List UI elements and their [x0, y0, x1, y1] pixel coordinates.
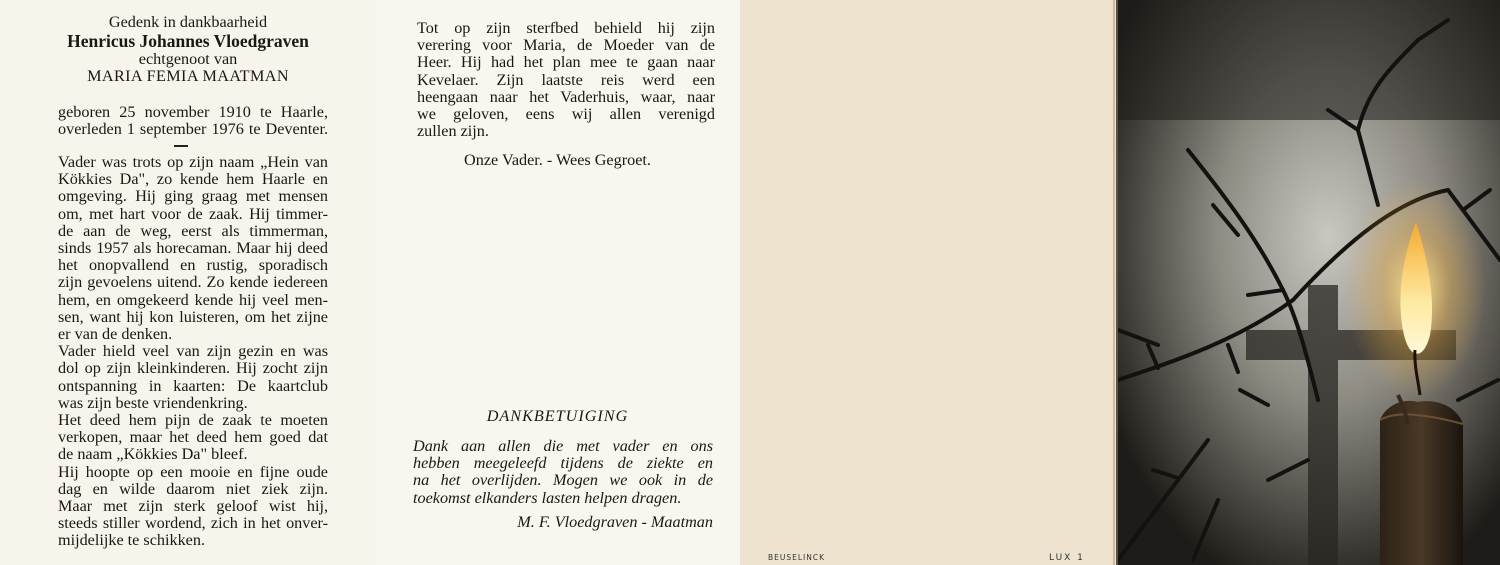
bio-line: Kökkies Da", zo kende hem Haarle en	[58, 170, 328, 189]
faith-line: Kevelaer. Zijn laatste reis werd een	[417, 70, 715, 89]
bio-line: dol op zijn kleinkinderen. Hij zocht zijn	[58, 359, 328, 378]
faith-line: we geloven, eens wij allen verenigd	[417, 105, 715, 124]
bio-line: Maar met zijn sterk geloof wist hij,	[58, 497, 328, 516]
bio-line: steeds stiller wordend, zich in het onver-	[58, 514, 328, 533]
thanks-line: hebben meegeleefd tijdens de ziekte en	[413, 454, 713, 473]
bio-line: Het deed hem pijn de zaak te moeten	[58, 411, 328, 430]
bio-line: Hij hoopte op een mooie en fijne oude	[58, 462, 328, 481]
bio-line: Vader hield veel van zijn gezin en was	[58, 342, 328, 361]
thanks-line: toekomst elkanders lasten helpen dragen.	[413, 488, 682, 507]
card-fold-edge	[1113, 0, 1115, 565]
printer-mark: BEUSELINCK	[768, 553, 826, 562]
dates-block	[58, 104, 328, 138]
left-inner-page	[0, 0, 375, 565]
deceased-name: Henricus Johannes Vloedgraven	[67, 31, 309, 52]
faith-line: Heer. Hij had het plan mee te gaan naar	[417, 53, 715, 72]
bio-line: er van de denken.	[58, 325, 173, 344]
signature: M. F. Vloedgraven - Maatman	[517, 513, 713, 531]
thanks-line: na het overlijden. Mogen we ook in de	[413, 471, 713, 490]
bio-line: omgeving. Hij ging graag met mensen	[58, 187, 328, 206]
series-mark: LUX 1	[1049, 553, 1085, 563]
bio-line: ontspanning in kaarten: De kaartclub	[58, 376, 328, 395]
candle-body	[1380, 401, 1463, 565]
death-line: overleden 1 september 1976 te Deventer.	[58, 120, 328, 139]
separator-dash	[174, 145, 188, 147]
bio-line: de naam „Kökkies Da" bleef.	[58, 445, 248, 464]
faith-line: heengaan naar het Vaderhuis, waar, naar	[417, 87, 715, 106]
bio-line: om, met hart voor de zaak. Hij timmer-	[58, 204, 328, 223]
bio-line: sinds 1957 als horecaman. Maar hij deed	[58, 239, 328, 258]
bio-line: dag en wilde daarom niet ziek zijn.	[58, 479, 328, 498]
bio-line: de aan de weg, eerst als timmerman,	[58, 221, 328, 240]
bio-line: verkopen, maar het deed hem goed dat	[58, 428, 328, 447]
birth-line: geboren 25 november 1910 te Haarle,	[58, 103, 328, 121]
thanks-paragraph	[413, 438, 713, 507]
top-shadow	[1118, 0, 1500, 120]
faith-line: verering voor Maria, de Moeder van de	[417, 36, 715, 55]
faith-paragraph	[417, 20, 715, 140]
heading: Gedenk in dankbaarheid	[108, 13, 268, 31]
cover-photo	[1118, 0, 1500, 565]
faith-line: Tot op zijn sterfbed behield hij zijn	[417, 19, 715, 37]
faith-line: zullen zijn.	[417, 122, 489, 141]
thanks-line: Dank aan allen die met vader en ons	[413, 437, 713, 455]
biography	[58, 154, 328, 550]
bio-line: het onopvallend en rustig, sporadisch	[58, 256, 328, 275]
right-inner-page	[375, 0, 740, 565]
bio-line: mijdelijke te schikken.	[58, 531, 205, 550]
spouse-name: MARIA FEMIA MAATMAN	[87, 67, 289, 86]
spouse-label: echtgenoot van	[138, 50, 238, 69]
thanks-heading: DANKBETUIGING	[486, 407, 629, 425]
back-page	[740, 0, 1118, 565]
bio-line: hem, en omgekeerd kende hij veel men-	[58, 290, 328, 309]
header-block	[30, 14, 346, 86]
cross-thorns-candle-image	[1118, 0, 1500, 565]
prayer-line: Onze Vader. - Wees Gegroet.	[464, 151, 651, 169]
bio-line: was zijn beste vriendenkring.	[58, 393, 248, 412]
bio-line: Vader was trots op zijn naam „Hein van	[58, 153, 328, 171]
bio-line: zijn gevoelens uitend. Zo kende iedereen	[58, 273, 328, 292]
bio-line: sen, want hij kon luisteren, om het zijne	[58, 307, 328, 326]
